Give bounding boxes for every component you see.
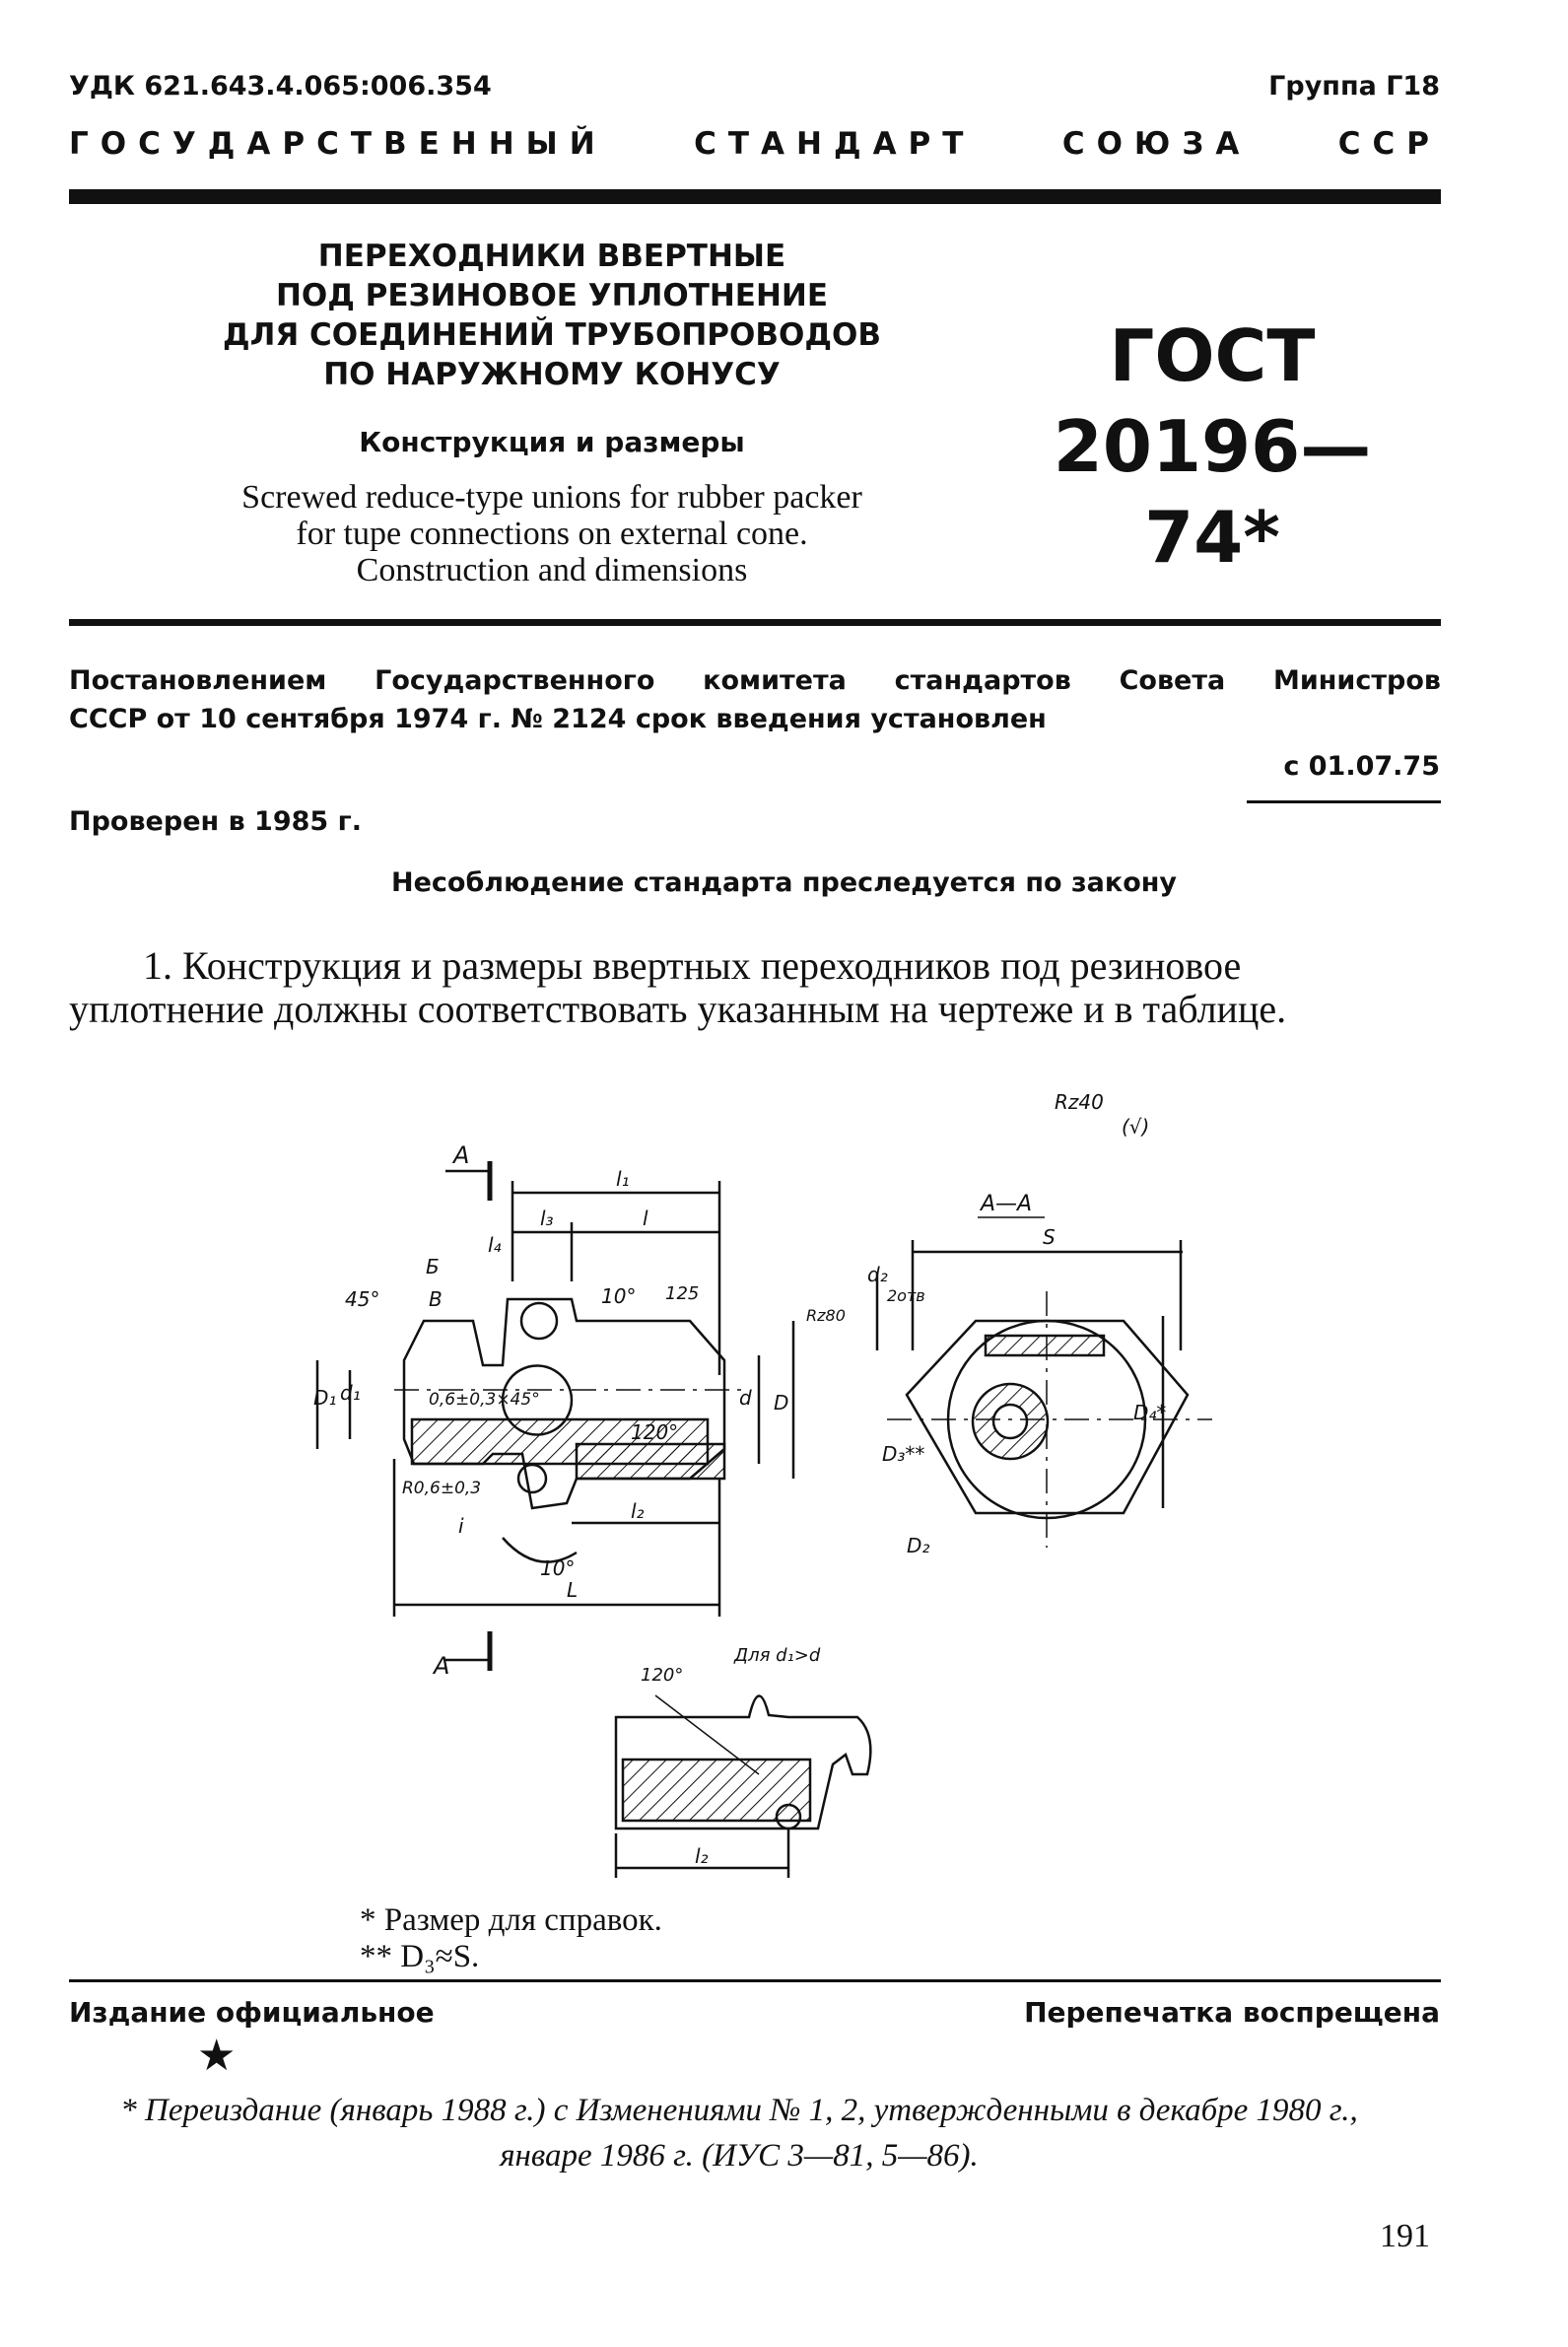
decree-line-2: СССР от 10 сентября 1974 г. № 2124 срок введения установлен xyxy=(69,704,1047,734)
label-l: l xyxy=(643,1207,648,1230)
label-125: 125 xyxy=(665,1283,700,1304)
decree-word: Министров xyxy=(1272,665,1441,696)
star-icon: ★ xyxy=(197,2031,237,2081)
header-rule xyxy=(69,189,1441,204)
label-d1: d₁ xyxy=(340,1381,361,1405)
decree-word: комитета xyxy=(703,665,847,696)
gost-designation xyxy=(986,311,1439,583)
label-L: L xyxy=(567,1578,579,1602)
banner-word: ГОСУДАРСТВЕННЫЙ xyxy=(69,126,607,162)
english-line: Screwed reduce-type unions for rubber packer xyxy=(241,479,862,516)
label-120deg-detail: 120° xyxy=(641,1665,684,1686)
label-D3: D₃** xyxy=(882,1442,925,1466)
label-l2-detail: l₂ xyxy=(695,1844,709,1868)
english-line: Construction and dimensions xyxy=(356,552,748,588)
roughness-paren: (√) xyxy=(1122,1115,1150,1139)
official-edition: Издание официальное xyxy=(69,1996,435,2029)
date-underline xyxy=(1247,800,1441,803)
label-10deg-bottom: 10° xyxy=(540,1556,576,1580)
reprint-notice: Перепечатка воспрещена xyxy=(1024,1996,1440,2029)
footer-rule xyxy=(69,1979,1441,1982)
page-number: 191 xyxy=(1380,2218,1430,2254)
label-45deg: 45° xyxy=(345,1287,380,1311)
label-D2: D₂ xyxy=(907,1534,930,1557)
decree-line-1 xyxy=(69,658,1441,704)
english-title xyxy=(148,479,956,588)
effective-date: с 01.07.75 xyxy=(1283,751,1440,782)
technical-drawing xyxy=(0,1074,1568,1883)
label-D4: D₄* xyxy=(1133,1401,1167,1424)
reissue-note: * Переиздание (январь 1988 г.) с Изменениями № 1, 2, утвержденными в декабре 1980 г., январе 1986 г. (ИУС 3—81, 5—86). xyxy=(120,2093,1358,2174)
label-d: d xyxy=(739,1386,752,1410)
banner-word: СОЮЗА xyxy=(1061,126,1252,162)
decree-word: стандартов xyxy=(894,665,1071,696)
label-2otv: 2отв xyxy=(887,1286,925,1305)
english-line: for tupe connections on external cone. xyxy=(296,516,808,552)
udk-code: УДК 621.643.4.065:006.354 xyxy=(69,71,492,102)
label-b-cyr: Б xyxy=(426,1255,440,1278)
drawing-footnotes xyxy=(360,1902,662,1975)
banner-word: СТАНДАРТ xyxy=(694,126,976,162)
title-line: ДЛЯ СОЕДИНЕНИЙ ТРУБОПРОВОДОВ xyxy=(223,317,881,353)
checked-year: Проверен в 1985 г. xyxy=(69,806,362,837)
label-a-top: А xyxy=(453,1141,470,1169)
footnote-ref: * Размер для справок. xyxy=(360,1902,662,1938)
decree-word: Государственного xyxy=(375,665,655,696)
label-v-cyr: В xyxy=(429,1287,443,1311)
footnote-approx: ** D₃≈S. xyxy=(360,1939,480,1974)
label-D: D xyxy=(774,1391,789,1415)
standard-title xyxy=(148,237,956,394)
label-120deg: 120° xyxy=(631,1420,679,1444)
label-10deg-top: 10° xyxy=(601,1284,637,1308)
label-l4: l₄ xyxy=(488,1233,502,1257)
title-line: ПЕРЕХОДНИКИ ВВЕРТНЫЕ xyxy=(317,239,786,274)
roughness-top: Rz40 xyxy=(1055,1090,1104,1114)
label-l3: l₃ xyxy=(540,1207,554,1230)
gost-label: ГОСТ xyxy=(1109,314,1316,397)
standard-subtitle: Конструкция и размеры xyxy=(359,426,745,458)
label-i: i xyxy=(458,1514,464,1538)
label-chamfer: 0,6±0,3×45° xyxy=(429,1390,540,1410)
decree-word: Постановлением xyxy=(69,665,327,696)
banner-word: ССР xyxy=(1337,126,1441,162)
label-d2: d₂ xyxy=(867,1263,888,1286)
law-notice: Несоблюдение стандарта преследуется по закону xyxy=(390,867,1178,898)
paragraph-text: 1. Конструкция и размеры ввертных переходников под резиновое уплотнение должны соответствовать указанным на чертеже и в таблице. xyxy=(69,943,1287,1031)
group-code: Группа Г18 xyxy=(1268,71,1440,102)
label-R06: R0,6±0,3 xyxy=(402,1479,482,1498)
label-D1: D₁ xyxy=(313,1386,337,1410)
title-line: ПОД РЕЗИНОВОЕ УПЛОТНЕНИЕ xyxy=(275,278,829,313)
state-standard-banner xyxy=(69,126,1441,162)
label-l1: l₁ xyxy=(616,1167,630,1191)
section-label: А—А xyxy=(981,1192,1033,1216)
title-line: ПО НАРУЖНОМУ КОНУСУ xyxy=(323,357,781,392)
title-rule xyxy=(69,619,1441,626)
decree-word: Совета xyxy=(1119,665,1226,696)
label-Rz80: Rz80 xyxy=(806,1306,846,1325)
label-l2: l₂ xyxy=(631,1499,645,1523)
gost-number: 20196—74* xyxy=(1053,405,1372,579)
label-S: S xyxy=(1043,1225,1056,1249)
label-a-bottom: А xyxy=(434,1652,450,1680)
detail-note: Для d₁>d xyxy=(734,1645,821,1666)
body-paragraph xyxy=(69,944,1441,1031)
